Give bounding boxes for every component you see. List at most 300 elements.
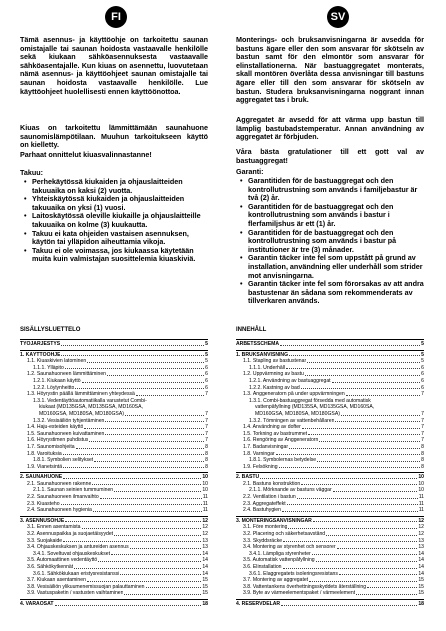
- toc-leader-dots: [92, 484, 201, 485]
- toc-page-number: 14: [202, 557, 208, 564]
- toc-entry-title: 1.4. Haju-esteiden käyttö: [27, 424, 84, 431]
- toc-entry: [236, 487, 424, 494]
- table-of-contents: [236, 337, 424, 608]
- toc-page-number: 7: [421, 391, 424, 398]
- toc-entry: [20, 358, 208, 365]
- toc-entry: [20, 424, 208, 431]
- toc-page-number: 12: [418, 517, 424, 524]
- toc-entry-title: 3.7. Kiukaan asentaminen: [27, 577, 86, 584]
- toc-leader-dots: [93, 511, 202, 512]
- toc-page-number: 18: [418, 600, 424, 607]
- warranty-item: • Garantin täcker inte fel som uppstått på grund av installation, användning eller underhåll som strider mot anvisningarna.: [248, 254, 424, 280]
- toc-entry-title: 1.3. Höyrystin päällä lämmittäminen yhteydessä: [27, 391, 135, 398]
- toc-leader-dots: [301, 388, 420, 389]
- toc-entry: [236, 339, 424, 348]
- toc-leader-dots: [61, 504, 202, 505]
- toc-entry-title: 3.9. Vastuspaketin / vastusten vaihtaminen: [27, 590, 124, 597]
- toc-entry-title: 3.8. Vesisäiliön ylikuumenemissuojan palauttaminen: [27, 583, 145, 590]
- toc-leader-dots: [287, 504, 418, 505]
- toc-leader-dots: [65, 368, 204, 369]
- toc-page-number: 8: [205, 457, 208, 464]
- toc-leader-dots: [281, 605, 417, 606]
- toc-entry: [20, 378, 208, 385]
- toc-page-number: 11: [202, 507, 208, 514]
- toc-leader-dots: [312, 554, 418, 555]
- toc-entry-title: 1. BRUKSANVISNING: [236, 351, 289, 358]
- toc-entry: [236, 411, 424, 418]
- toc-entry: [236, 584, 424, 591]
- toc-page-number: 6: [205, 377, 208, 384]
- toc-entry: [236, 358, 424, 365]
- toc-page-number: 13: [202, 537, 208, 544]
- toc-page-number: 6: [205, 384, 208, 391]
- warranty-label: Takuu:: [20, 168, 44, 177]
- toc-entry: [236, 350, 424, 359]
- toc-leader-dots: [317, 461, 420, 462]
- toc-leader-dots: [301, 484, 417, 485]
- toc-leader-dots: [367, 587, 417, 588]
- toc-entry: [236, 481, 424, 488]
- toc-leader-dots: [332, 382, 421, 383]
- purpose-paragraph: Kiuas on tarkoitettu lämmittämään saunahuone saunomislämpötilaan. Muuhun tarkoitukseen käyttö on kielletty.: [20, 123, 208, 150]
- toc-page-number: 14: [418, 550, 424, 557]
- toc-leader-dots: [111, 554, 201, 555]
- toc-leader-dots: [84, 428, 204, 429]
- toc-entry: [20, 507, 208, 514]
- toc-leader-dots: [319, 441, 420, 442]
- warranty-label: Garanti:: [236, 167, 264, 176]
- toc-leader-dots: [283, 568, 418, 569]
- toc-page-number: 8: [205, 463, 208, 470]
- toc-entry-title: 1.7. Saunomisohjeita: [27, 443, 75, 450]
- toc-leader-dots: [289, 448, 420, 449]
- toc-leader-dots: [335, 421, 420, 422]
- warranty-item: • Laitoskäytössä oleville kiukaille ja ohjauslaitteille takuuaika on kolme (3) kuukautta.: [32, 212, 208, 229]
- toc-entry: [236, 451, 424, 458]
- toc-page-number: 7: [205, 437, 208, 444]
- toc-page-number: 8: [421, 443, 424, 450]
- toc-leader-dots: [286, 368, 420, 369]
- toc-entry: [236, 538, 424, 545]
- toc-page-number: 8: [205, 443, 208, 450]
- toc-entry: [20, 339, 208, 348]
- toc-entry-title: 3.1. Före montering: [243, 524, 288, 531]
- toc-entry-title: vattenpåfyllning (MD135SA, MD135GSA, MD160SA,: [255, 404, 375, 411]
- toc-leader-dots: [82, 382, 205, 383]
- toc-page-number: 10: [418, 474, 424, 481]
- toc-page-number: 6: [421, 384, 424, 391]
- toc-page-number: 8: [421, 450, 424, 457]
- toc-page-number: 14: [202, 550, 208, 557]
- toc-entry-title: 3.4.1. Soveltuvat ohjauskeskukset: [33, 550, 111, 557]
- toc-entry-title: 3.1. Ennen asentamista: [27, 524, 81, 531]
- toc-entry: [236, 457, 424, 464]
- toc-entry-title: 1.5. Torkning av bastrummet: [243, 430, 308, 437]
- toc-entry: [20, 557, 208, 564]
- toc-entry-title: 3.4. Montering av styrenhet och sensorer: [243, 544, 336, 551]
- toc-entry: [236, 385, 424, 392]
- toc-page-number: 11: [418, 494, 424, 501]
- toc-page-number: 12: [418, 531, 424, 538]
- toc-entry-title: 1.2. Uppvärmning av bastu: [243, 371, 304, 378]
- toc-entry: [20, 516, 208, 525]
- toc-entry: [20, 350, 208, 359]
- toc-page-number: 11: [202, 500, 208, 507]
- toc-leader-dots: [283, 541, 417, 542]
- toc-page-number: 12: [418, 524, 424, 531]
- toc-entry: [20, 404, 208, 411]
- toc-entry: [20, 481, 208, 488]
- toc-entry-title: 1.1.1. Underhåll: [249, 364, 285, 371]
- toc-entry-title: MD160GSA, MD180SA, MD180GSA): [39, 410, 124, 417]
- toc-leader-dots: [63, 541, 201, 542]
- toc-entry: [236, 524, 424, 531]
- toc-leader-dots: [276, 454, 421, 455]
- toc-entry: [236, 472, 424, 481]
- toc-leader-dots: [100, 498, 202, 499]
- toc-entry: [236, 571, 424, 578]
- toc-leader-dots: [105, 421, 204, 422]
- toc-leader-dots: [63, 454, 204, 455]
- toc-entry-title: 3.6. Sähkökytkennät: [27, 564, 74, 570]
- toc-entry-title: 1.7. Badanvisningar: [243, 443, 289, 450]
- toc-entry-title: 3.6.1. Elaggregatets isoleringsresistans: [249, 570, 338, 577]
- toc-entry-title: 1.3.2. Vesisäiliön tyhjentäminen: [33, 417, 105, 424]
- toc-leader-dots: [61, 345, 204, 346]
- toc-page-number: 10: [202, 474, 208, 481]
- warranty-item: • Garantitiden för de bastuaggregat och den kontrollutrustning som används i familjebastur är två (2) år.: [248, 177, 424, 203]
- toc-entry-title: 3.8. Vattentankens överhettningsskyddets återställning: [243, 583, 367, 590]
- toc-entry-title: 1.5. Saunahuoneen kuivattaminen: [27, 430, 105, 437]
- toc-entry: [20, 464, 208, 471]
- toc-page-number: 15: [202, 590, 208, 597]
- toc-leader-dots: [82, 528, 202, 529]
- toc-leader-dots: [356, 594, 417, 595]
- toc-page-number: 7: [205, 391, 208, 398]
- toc-leader-dots: [282, 511, 418, 512]
- toc-leader-dots: [302, 428, 420, 429]
- toc-page-number: 11: [418, 500, 424, 507]
- toc-page-number: 6: [205, 364, 208, 371]
- toc-entry-title: 1.6. Höyrystimen puhdistus: [27, 437, 89, 444]
- toc-entry: [20, 584, 208, 591]
- toc-page-number: 15: [202, 583, 208, 590]
- toc-entry-title: 2.2. Ventilation i bastun: [243, 494, 296, 501]
- toc-page-number: 5: [421, 351, 424, 358]
- toc-entry-title: 3.6.1. Sähkökiukaan eristysresistanssi: [33, 570, 120, 577]
- toc-entry-title: 1.1. Stapling av bastustenar: [243, 358, 307, 365]
- toc-leader-dots: [87, 362, 204, 363]
- toc-entry-title: 3.6. Elinstallation: [243, 564, 282, 570]
- toc-entry-title: 1.2.1. Användning av bastuaggregat: [249, 377, 331, 384]
- toc-leader-dots: [288, 528, 417, 529]
- toc-entry-title: 3.9. Byte av värmeelementspaket / värmeelement: [243, 590, 356, 597]
- toc-entry-title: 1.8. Varoituksia: [27, 450, 62, 457]
- toc-entry: [236, 437, 424, 444]
- toc-leader-dots: [309, 581, 417, 582]
- toc-page-number: 15: [418, 590, 424, 597]
- toc-entry-title: 1.3.1. Vedentäyttöautomatiikalla varustetut Combi-: [33, 397, 147, 404]
- toc-page-number: 13: [418, 544, 424, 551]
- toc-page-number: 7: [421, 410, 424, 417]
- toc-leader-dots: [107, 375, 204, 376]
- warranty-item: • Perhekäytössä kiukaiden ja ohjauslaitteiden takuuaika on kaksi (2) vuotta.: [32, 178, 208, 195]
- table-of-contents: [20, 337, 208, 608]
- toc-entry-title: 2. BASTU: [236, 474, 260, 481]
- toc-leader-dots: [307, 362, 420, 363]
- toc-entry: [236, 531, 424, 538]
- toc-entry-title: 1.2.1. Kiukaan käyttö: [33, 377, 81, 384]
- toc-entry-title: 3.5. Automatisk vattenpåfyllning: [243, 557, 315, 564]
- toc-entry: [236, 391, 424, 398]
- toc-page-number: 5: [421, 358, 424, 365]
- toc-leader-dots: [308, 434, 420, 435]
- toc-entry: [20, 457, 208, 464]
- purpose-paragraph: Aggregatet är avsedd för att värma upp bastun till lämplig bastubadstemperatur. Annan användning av aggregatet är förbjuden.: [236, 115, 424, 142]
- toc-entry-title: 1.4. Användning av dofter: [243, 424, 301, 431]
- toc-leader-dots: [339, 574, 417, 575]
- toc-entry: [20, 437, 208, 444]
- toc-entry: [236, 424, 424, 431]
- toc-entry-title: 1.9. Felsökning: [243, 463, 278, 470]
- toc-entry: [20, 577, 208, 584]
- toc-leader-dots: [346, 395, 420, 396]
- toc-page-number: 14: [418, 570, 424, 577]
- toc-leader-dots: [76, 448, 205, 449]
- toc-page-number: 7: [205, 417, 208, 424]
- toc-entry: [20, 411, 208, 418]
- toc-entry: [20, 398, 208, 405]
- warranty-item: • Takuu ei ole voimassa, jos kiukaassa käytetään muita kuin valmistajan suosittelemia kiuaskiviä.: [32, 247, 208, 264]
- toc-entry: [20, 564, 208, 571]
- toc-page-number: 6: [421, 364, 424, 371]
- toc-leader-dots: [313, 521, 417, 522]
- toc-leader-dots: [316, 561, 418, 562]
- toc-page-number: 8: [205, 450, 208, 457]
- toc-entry: [236, 464, 424, 471]
- toc-entry: [236, 404, 424, 411]
- toc-entry: [20, 391, 208, 398]
- toc-page-number: 7: [421, 424, 424, 431]
- toc-entry: [236, 544, 424, 551]
- toc-entry: [236, 551, 424, 558]
- toc-entry-title: TYÖJÄRJESTYS: [20, 341, 61, 347]
- warranty-item: • Takuu ei kata ohjeiden vastaisen asennuksen, käytön tai ylläpidon aiheuttamia vikoja.: [32, 230, 208, 247]
- toc-entry-title: 1.2.2. Löylynheitto: [33, 384, 75, 391]
- toc-leader-dots: [341, 415, 420, 416]
- warranty-list: [20, 178, 208, 264]
- toc-page-number: 11: [202, 494, 208, 501]
- language-badge-sv: SV: [327, 6, 349, 28]
- toc-leader-dots: [120, 574, 201, 575]
- toc-leader-dots: [146, 587, 202, 588]
- toc-entry: [20, 544, 208, 551]
- toc-entry-title: 1.2. Saunahuoneen lämmittäminen: [27, 371, 107, 378]
- toc-entry-title: 3.3. Skyddsräcke: [243, 537, 283, 544]
- toc-entry-title: 1.8.1. Symbolien selitykset: [33, 457, 94, 464]
- toc-leader-dots: [289, 355, 420, 356]
- toc-entry-title: 3.2. Asennuspaikka ja suojaetäisyydet: [27, 531, 114, 538]
- toc-entry-title: 2.4. Bastuhygien: [243, 507, 281, 514]
- toc-entry: [20, 371, 208, 378]
- toc-entry-title: 1.9. Vianetsintä: [27, 463, 63, 470]
- toc-title: SISÄLLYSLUETTELO: [20, 327, 81, 333]
- toc-entry-title: 1. KÄYTTÖOHJE: [20, 351, 61, 358]
- toc-entry: [20, 487, 208, 494]
- toc-entry-title: 2. SAUNAHUONE: [20, 474, 63, 481]
- toc-leader-dots: [65, 521, 201, 522]
- toc-page-number: 7: [205, 424, 208, 431]
- toc-leader-dots: [55, 605, 202, 606]
- toc-leader-dots: [114, 535, 201, 536]
- toc-entry: [236, 371, 424, 378]
- toc-leader-dots: [98, 561, 201, 562]
- toc-leader-dots: [61, 355, 204, 356]
- toc-page-number: 5: [205, 341, 208, 347]
- toc-entry-title: 2.1. Bastuns konstruktion: [243, 480, 301, 487]
- toc-page-number: 18: [202, 600, 208, 607]
- toc-entry: [20, 494, 208, 501]
- toc-entry-title: MD160GSA, MD180SA, MD180GSA): [255, 410, 340, 417]
- intro-paragraph: Tämä asennus- ja käyttöohje on tarkoitettu saunan omistajalle tai saunan hoidosta vastaavalle henkilölle sekä kiukaan sähköasennuksesta vastaavalle sähköasentajalle. Kun kiuas on asennettu, luovutetaan nämä asennus- ja käyttöohjeet saunan omistajalle tai saunan hoidosta vastaavalle henkilölle. Lue käyttöohjeet huolellisesti ennen käyttöönottoa.: [20, 35, 208, 96]
- toc-entry-title: 4. RESERVDELAR: [236, 600, 281, 607]
- toc-page-number: 7: [205, 410, 208, 417]
- toc-entry: [236, 398, 424, 405]
- toc-leader-dots: [87, 581, 201, 582]
- toc-page-number: 8: [421, 457, 424, 464]
- toc-title: INNEHÅLL: [236, 327, 267, 333]
- warranty-item: • Garantitiden för de bastuaggregat och den kontrollutrustning som används i bastur i flerfamiljshus är ett (1) år.: [248, 203, 424, 229]
- toc-entry-title: 1.3.1. Combi-bastuaggregat försedda med automatisk: [249, 397, 371, 404]
- toc-entry-title: 3.5. Automaattinen vedentäyttö: [27, 557, 98, 564]
- toc-entry: [20, 599, 208, 608]
- toc-entry: [20, 451, 208, 458]
- toc-entry: [236, 431, 424, 438]
- toc-leader-dots: [333, 491, 418, 492]
- congratulations-text: Våra bästa gratulationer till ett gott val av bastuaggregat!: [236, 147, 424, 165]
- toc-entry-title: ARBETSSCHEMA: [236, 341, 280, 347]
- toc-page-number: 5: [205, 358, 208, 365]
- toc-entry: [236, 418, 424, 425]
- toc-entry: [236, 599, 424, 608]
- toc-leader-dots: [114, 491, 201, 492]
- toc-entry-title: 1.3.2. Tömningen av vattenbehållaren: [249, 417, 335, 424]
- toc-entry-title: 3.4. Ohjauskeskuksen ja antureiden asennus: [27, 544, 129, 551]
- toc-leader-dots: [297, 498, 418, 499]
- toc-entry: [236, 378, 424, 385]
- toc-entry: [20, 385, 208, 392]
- toc-page-number: 7: [421, 417, 424, 424]
- toc-entry-title: 3.4.1. Lämpliga styrenheter: [249, 550, 311, 557]
- toc-leader-dots: [125, 415, 204, 416]
- warranty-item: • Garantin täcker inte fel som förorsakas av att andra bastustenar än sådana som rekommenderats av tillverkaren används.: [248, 280, 424, 306]
- toc-page-number: 12: [202, 517, 208, 524]
- toc-entry: [20, 444, 208, 451]
- toc-leader-dots: [124, 594, 201, 595]
- warranty-item: • Yhteiskäytössä kiukaiden ja ohjauslaitteiden takuuaika on yksi (1) vuosi.: [32, 195, 208, 212]
- toc-page-number: 6: [421, 371, 424, 378]
- toc-entry-title: 2.1.1. Saunan seinien tummuminen: [33, 487, 114, 494]
- toc-page-number: 10: [418, 480, 424, 487]
- toc-entry: [236, 516, 424, 525]
- toc-entry: [236, 557, 424, 564]
- toc-page-number: 14: [202, 564, 208, 570]
- toc-entry: [20, 501, 208, 508]
- toc-entry-title: 2.1.1. Mörknande av bastuns väggar: [249, 487, 332, 494]
- toc-page-number: 11: [418, 507, 424, 514]
- toc-leader-dots: [260, 478, 417, 479]
- toc-page-number: 13: [418, 537, 424, 544]
- toc-entry: [236, 494, 424, 501]
- toc-page-number: 10: [202, 487, 208, 494]
- toc-entry-title: 1.6. Rengöring av Ånggeneratorn: [243, 437, 319, 444]
- toc-entry-title: 4. VARAOSAT: [20, 600, 54, 607]
- toc-leader-dots: [136, 395, 204, 396]
- toc-page-number: 5: [205, 351, 208, 358]
- toc-entry: [20, 524, 208, 531]
- toc-entry-title: 2.3. Kiuasteho: [27, 500, 60, 507]
- toc-entry-title: 3. ASENNUSOHJE: [20, 517, 65, 524]
- toc-entry-title: 1.3. Ånggeneratorn på under uppvärmningen: [243, 391, 345, 398]
- toc-entry: [236, 590, 424, 597]
- toc-page-number: 7: [205, 430, 208, 437]
- toc-leader-dots: [279, 467, 421, 468]
- toc-entry-title: 3.3. Suojakaide: [27, 537, 63, 544]
- toc-entry: [236, 444, 424, 451]
- toc-leader-dots: [105, 434, 204, 435]
- toc-page-number: 14: [202, 570, 208, 577]
- toc-entry: [20, 365, 208, 372]
- toc-entry: [236, 564, 424, 571]
- toc-entry: [236, 577, 424, 584]
- toc-leader-dots: [74, 568, 201, 569]
- congratulations-text: Parhaat onnittelut kiuasvalinnastanne!: [20, 150, 152, 159]
- toc-page-number: 14: [418, 557, 424, 564]
- toc-leader-dots: [89, 441, 204, 442]
- toc-leader-dots: [63, 467, 204, 468]
- toc-page-number: 15: [418, 577, 424, 584]
- toc-page-number: 12: [202, 531, 208, 538]
- toc-leader-dots: [326, 535, 417, 536]
- toc-leader-dots: [337, 548, 418, 549]
- toc-entry-title: 2.2. Saunahuoneen ilmanvaihto: [27, 494, 99, 501]
- toc-page-number: 13: [202, 544, 208, 551]
- toc-entry: [236, 501, 424, 508]
- toc-leader-dots: [94, 461, 204, 462]
- toc-leader-dots: [305, 375, 420, 376]
- toc-entry-title: 2.1. Saunahuoneen rakenne: [27, 480, 92, 487]
- toc-page-number: 8: [421, 463, 424, 470]
- warranty-list: [236, 177, 424, 306]
- toc-page-number: 5: [421, 341, 424, 347]
- toc-entry-title: 1.1.1. Ylläpito: [33, 364, 64, 371]
- toc-entry-title: 2.3. Aggregateffekt: [243, 500, 286, 507]
- toc-page-number: 7: [421, 437, 424, 444]
- toc-page-number: 10: [418, 487, 424, 494]
- toc-entry-title: 1.8.1. Symbolernas betydelse: [249, 457, 317, 464]
- toc-page-number: 14: [418, 564, 424, 570]
- toc-entry: [20, 472, 208, 481]
- toc-entry: [20, 531, 208, 538]
- toc-leader-dots: [130, 548, 202, 549]
- toc-page-number: 15: [418, 583, 424, 590]
- language-badge-fi: FI: [105, 6, 127, 28]
- toc-entry-title: 2.4. Saunahuoneen hygienia: [27, 507, 92, 514]
- toc-page-number: 7: [421, 430, 424, 437]
- toc-entry: [20, 590, 208, 597]
- toc-entry: [236, 365, 424, 372]
- toc-page-number: 15: [202, 577, 208, 584]
